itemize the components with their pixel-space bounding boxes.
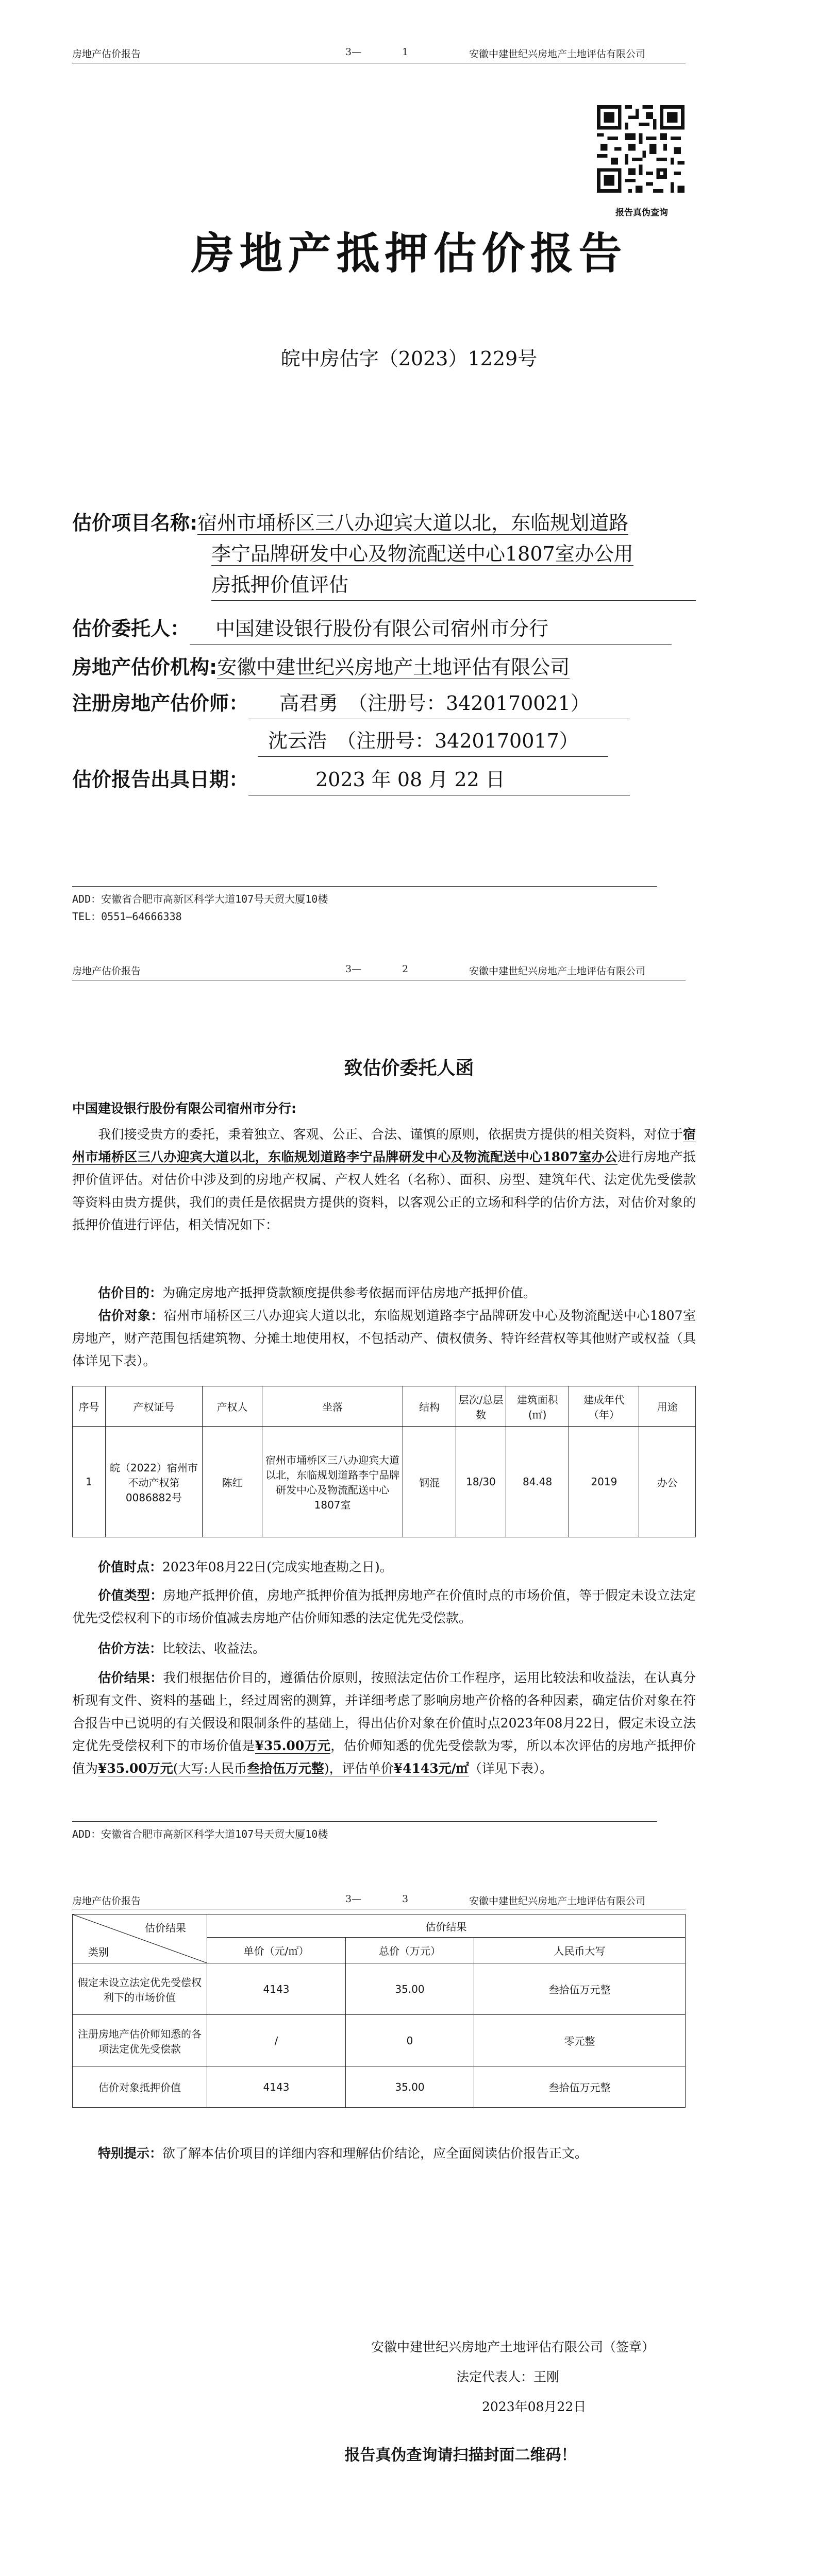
object-paragraph [72, 1304, 696, 1372]
appraiser-1: 高君勇 （注册号：3420170021） [248, 688, 630, 719]
method-label: 估价方法： [98, 1641, 163, 1656]
cell-use: 办公 [639, 1427, 696, 1537]
th-location: 坐落 [262, 1386, 403, 1427]
project-line-3: 房抵押价值评估 [211, 569, 696, 601]
row-label: 估价对象抵押价值 [73, 2066, 207, 2108]
project-line-2: 李宁品牌研发中心及物流配送中心1807室办公用 [211, 543, 633, 565]
cell-seq: 1 [73, 1427, 106, 1537]
result-group-head: 估价结果 [207, 1914, 686, 1938]
result-label: 估价结果： [98, 1670, 163, 1685]
property-table [72, 1386, 696, 1537]
cover-page [0, 0, 818, 1030]
value-date-paragraph [72, 1556, 696, 1579]
header-page-number: 3 [402, 1893, 409, 1905]
object-text: 宿州市埇桥区三八办迎宾大道以北，东临规划道路李宁品牌研发中心及物流配送中心1807室房地产，财产范围包括建筑物、分摊土地使用权，不包括动产、债权债务、特许经营权等其他财产或权益（具体详见下表）。 [72, 1308, 696, 1368]
sign-date: 2023年08月22日 [482, 2399, 587, 2414]
header-middle: 3— [345, 46, 362, 58]
header-page-number: 1 [402, 46, 409, 58]
table-row [73, 2015, 686, 2066]
client-row [72, 613, 672, 645]
header-right: 安徽中建世纪兴房地产土地评估有限公司 [469, 965, 646, 977]
th-cn-amount: 人民币大写 [474, 1938, 686, 1963]
table-header-row [73, 1386, 696, 1427]
tip-label: 特别提示： [98, 2146, 163, 2161]
mortgage-value-cn: 叁拾伍万元整 [246, 1761, 324, 1776]
project-line-1: 宿州市埇桥区三八办迎宾大道以北，东临规划道路 [197, 512, 629, 534]
cell-floors: 18/30 [456, 1427, 506, 1537]
header-left: 房地产估价报告 [72, 1895, 141, 1907]
cell-unit: 4143 [207, 1963, 346, 2015]
cell-cn: 叁拾伍万元整 [474, 1963, 686, 2015]
value-date-label: 价值时点： [98, 1560, 163, 1574]
intro-paragraph [72, 1123, 696, 1236]
result-head-label: 估价结果 [145, 1922, 186, 1934]
cell-cn: 叁拾伍万元整 [474, 2066, 686, 2108]
footer-address: ADD：安徽省合肥市高新区科学大道107号天贸大厦10楼 [72, 893, 328, 905]
category-head-label: 类别 [88, 1946, 109, 1958]
cell-unit: / [207, 2015, 346, 2066]
cell-owner: 陈红 [202, 1427, 262, 1537]
project-row [72, 507, 628, 538]
intro-property-address: 宿州市埇桥区三八办迎宾大道以北，东临规划道路李宁品牌研发中心及物流配送中心1807室办公 [72, 1127, 696, 1164]
unit-price: ¥4143元/㎡ [393, 1761, 469, 1776]
appraiser-2: 沈云浩 （注册号：3420170017） [258, 725, 608, 757]
result-text-e: (大写:人民币 [173, 1761, 247, 1776]
verification-notice: 报告真伪查询请扫描封面二维码！ [344, 2446, 577, 2464]
result-paragraph [72, 1667, 696, 1780]
tip-text: 欲了解本估价项目的详细内容和理解估价结论，应全面阅读估价报告正文。 [162, 2146, 588, 2161]
cell-total: 35.00 [346, 1963, 474, 2015]
cell-area: 84.48 [506, 1427, 569, 1537]
date-label: 估价报告出具日期： [72, 768, 249, 791]
th-structure: 结构 [403, 1386, 456, 1427]
project-label: 估价项目名称: [72, 512, 198, 534]
footer-address: ADD：安徽省合肥市高新区科学大道107号天贸大厦10楼 [72, 1828, 328, 1840]
header-right: 安徽中建世纪兴房地产土地评估有限公司 [469, 48, 646, 60]
qr-label: 报告真伪查询 [615, 208, 668, 218]
cell-total: 35.00 [346, 2066, 474, 2108]
value-type-label: 价值类型： [98, 1588, 163, 1603]
result-text-i: （详见下表）。 [469, 1761, 553, 1776]
header-right: 安徽中建世纪兴房地产土地评估有限公司 [469, 1895, 646, 1907]
page-footer [72, 890, 328, 925]
footer-rule [72, 886, 657, 887]
th-owner: 产权人 [202, 1386, 262, 1427]
th-seq: 序号 [73, 1386, 106, 1427]
market-value: ¥35.00万元 [255, 1738, 331, 1753]
value-type-text: 房地产抵押价值，房地产抵押价值为抵押房地产在价值时点的市场价值，等于假定未设立法定优先受偿权利下的市场价值减去房地产估价师知悉的法定优先受偿款。 [72, 1588, 696, 1625]
result-text-g: )，评估单价 [324, 1761, 394, 1776]
client-label: 估价委托人： [72, 617, 190, 640]
th-unit-price: 单价（元/㎡） [207, 1938, 346, 1963]
cell-structure: 钢混 [403, 1427, 456, 1537]
cell-cn: 零元整 [474, 2015, 686, 2066]
method-text: 比较法、收益法。 [162, 1641, 266, 1656]
cell-location: 宿州市埇桥区三八办迎宾大道以北，东临规划道路李宁品牌研发中心及物流配送中心1807室 [262, 1427, 403, 1537]
th-year: 建成年代（年） [569, 1386, 639, 1427]
agency-row [72, 652, 570, 683]
document-number: 皖中房估字（2023）1229号 [280, 347, 538, 370]
intro-text-a: 我们接受贵方的委托，秉着独立、客观、公正、合法、谨慎的原则，依据贵方提供的相关资料，对位于 [98, 1127, 683, 1142]
footer-tel: TEL：0551—64666338 [72, 910, 182, 923]
header-left: 房地产估价报告 [72, 965, 141, 977]
header-page-number: 2 [402, 963, 409, 975]
project-row-2 [211, 538, 633, 569]
value-date-text: 2023年08月22日(完成实地查勘之日)。 [162, 1560, 393, 1574]
purpose-paragraph [72, 1282, 696, 1304]
appraiser-row-2 [258, 725, 608, 757]
object-label: 估价对象： [98, 1308, 164, 1323]
agency-value: 安徽中建世纪兴房地产土地评估有限公司 [217, 656, 570, 679]
header-left: 房地产估价报告 [72, 48, 141, 60]
th-total-price: 总价（万元） [346, 1938, 474, 1963]
tip-paragraph [72, 2142, 696, 2165]
th-cert: 产权证号 [105, 1386, 202, 1427]
table-row [73, 1427, 696, 1537]
date-row [72, 764, 630, 795]
th-area: 建筑面积(㎡) [506, 1386, 569, 1427]
report-date: 2023 年 08 月 22 日 [248, 764, 630, 795]
salutation: 中国建设银行股份有限公司宿州市分行: [72, 1101, 296, 1116]
result-corner-cell [73, 1914, 207, 1963]
th-floors: 层次/总层数 [456, 1386, 506, 1427]
client-value: 中国建设银行股份有限公司宿州市分行 [190, 613, 672, 645]
th-use: 用途 [639, 1386, 696, 1427]
header-middle: 3— [345, 963, 362, 975]
table-row [73, 2066, 686, 2108]
appraiser-label: 注册房地产估价师： [72, 692, 249, 715]
result-table [72, 1914, 686, 2108]
value-type-paragraph [72, 1584, 696, 1630]
row-label: 注册房地产估价师知悉的各项法定优先受偿款 [73, 2015, 207, 2066]
results-page [0, 1844, 818, 2576]
purpose-label: 估价目的： [98, 1285, 163, 1300]
footer-rule [72, 1821, 657, 1822]
cell-cert: 皖（2022）宿州市不动产权第0086882号 [105, 1427, 202, 1537]
result-text-a: 我们根据估价目的，遵循估价原则，按照法定估价工作程序，运用比较法和收益法，在认真分析现有文件、资料的基础上，经过周密的测算，并详细考虑了影响房地产价格的各种因素，确定估价对象在符合报告中已说明的有关假设和限制条件的基础上，得出估价对象在价值时点2023年08月22日，假定未设立法定优先受偿权利下的市场价值是 [72, 1670, 696, 1753]
result-table-head-1 [73, 1914, 686, 1938]
project-row-3 [211, 569, 696, 601]
row-label: 假定未设立法定优先受偿权利下的市场价值 [73, 1963, 207, 2015]
cell-year: 2019 [569, 1427, 639, 1537]
letter-title: 致估价委托人函 [344, 1057, 474, 1079]
qr-code-icon[interactable] [597, 105, 685, 193]
result-text-c: ，估价师知悉的优先受偿款为零，所以本次评估的房地产抵押价值为 [72, 1738, 696, 1776]
report-title: 房地产抵押估价报告 [191, 228, 627, 279]
intro-text-c: 进行房地产抵押价值评估。对估价中涉及到的房地产权属、产权人姓名（名称）、面积、房型、建筑年代、法定优先受偿款等资料由贵方提供，我们的责任是依据贵方提供的资料，以客观公正的立场和科学的估价方法，对估价对象的抵押价值进行评估，相关情况如下： [72, 1149, 696, 1232]
mortgage-value: ¥35.00万元 [98, 1761, 173, 1776]
header-middle: 3— [345, 1893, 362, 1905]
table-row [73, 1963, 686, 2015]
sign-company: 安徽中建世纪兴房地产土地评估有限公司（签章） [371, 2340, 655, 2354]
sign-representative: 法定代表人：王刚 [456, 2369, 560, 2384]
agency-label: 房地产估价机构: [72, 656, 218, 679]
appraiser-row-1 [72, 688, 630, 719]
cell-unit: 4143 [207, 2066, 346, 2108]
purpose-text: 为确定房地产抵押贷款额度提供参考依据而评估房地产抵押价值。 [162, 1285, 537, 1300]
cell-total: 0 [346, 2015, 474, 2066]
method-paragraph [72, 1637, 696, 1660]
